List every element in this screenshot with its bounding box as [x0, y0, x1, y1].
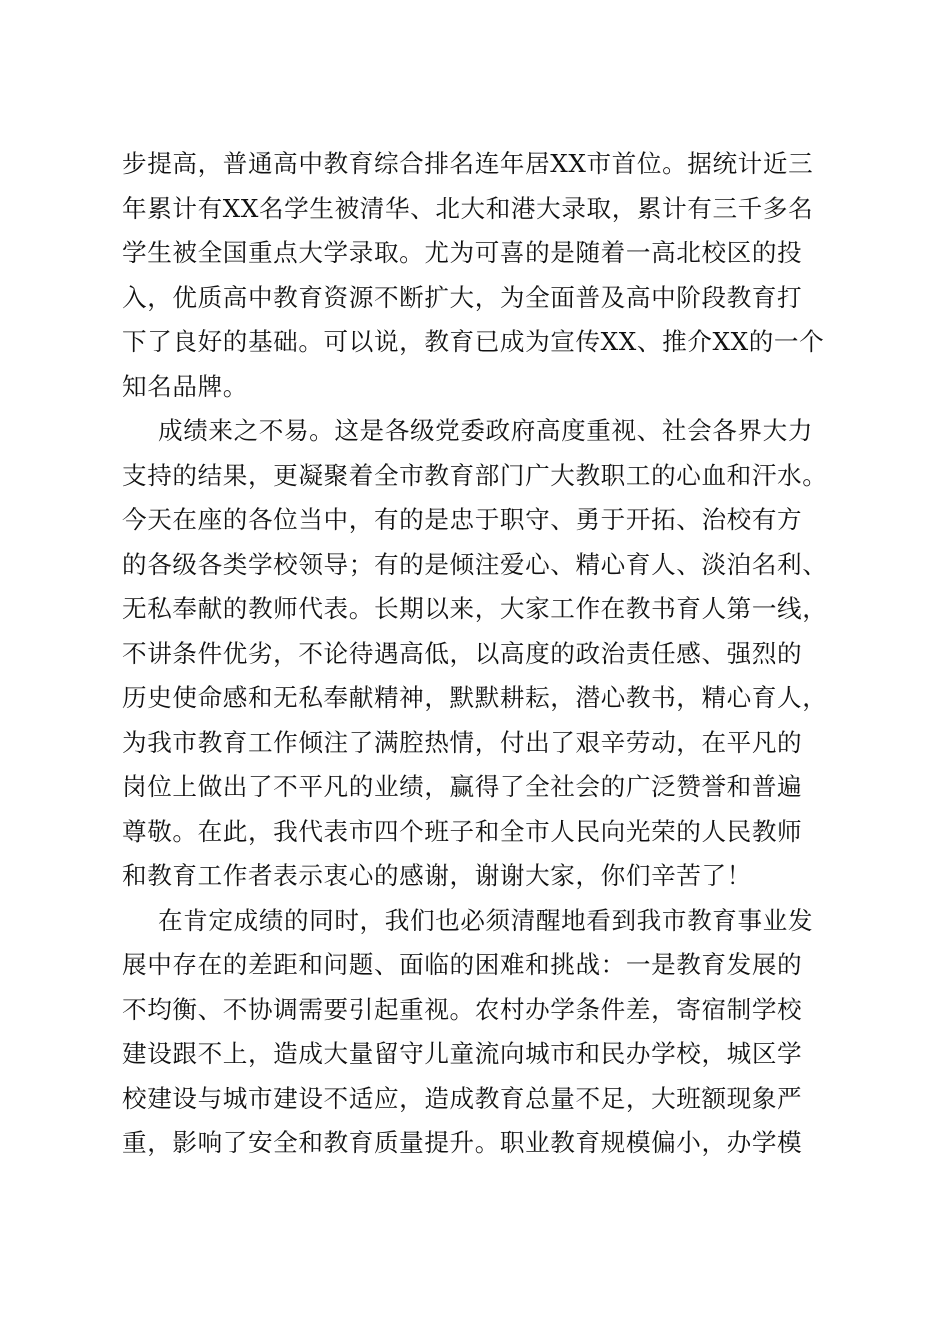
- text-line: 支持的结果，更凝聚着全市教育部门广大教职工的心血和汗水。: [122, 460, 828, 490]
- text-line: 知名品牌。: [122, 371, 248, 401]
- text-line: 年累计有XX名学生被清华、北大和港大录取，累计有三千多名: [122, 193, 814, 223]
- text-line: 为我市教育工作倾注了满腔热情，付出了艰辛劳动，在平凡的: [122, 727, 803, 757]
- text-line: 历史使命感和无私奉献精神，默默耕耘，潜心教书，精心育人，: [122, 683, 828, 712]
- text-line: 校建设与城市建设不适应，造成教育总量不足，大班额现象严: [122, 1083, 803, 1113]
- text-line: 的各级各类学校领导；有的是倾注爱心、精心育人、淡泊名利、: [122, 549, 828, 579]
- paragraph-first-line: 在肯定成绩的同时，我们也必须清醒地看到我市教育事业发: [158, 905, 814, 935]
- text-line: 不均衡、不协调需要引起重视。农村办学条件差，寄宿制学校: [122, 994, 803, 1024]
- text-line: 岗位上做出了不平凡的业绩，赢得了全社会的广泛赞誉和普遍: [122, 772, 803, 801]
- text-line: 建设跟不上，造成大量留守儿童流向城市和民办学校，城区学: [122, 1039, 803, 1068]
- text-line: 入，优质高中教育资源不断扩大，为全面普及高中阶段教育打: [122, 282, 803, 312]
- text-line: 和教育工作者表示衷心的感谢，谢谢大家，你们辛苦了！: [122, 861, 752, 890]
- text-line: 不讲条件优劣，不论待遇高低，以高度的政治责任感、强烈的: [122, 638, 803, 668]
- text-line: 下了良好的基础。可以说，教育已成为宣传XX、推介XX的一个: [122, 327, 825, 356]
- text-line: 步提高，普通高中教育综合排名连年居XX市首位。据统计近三: [122, 149, 814, 178]
- paragraph-first-line: 成绩来之不易。这是各级党委政府高度重视、社会各界大力: [158, 416, 814, 445]
- text-line: 重，影响了安全和教育质量提升。职业教育规模偏小，办学模: [122, 1128, 803, 1157]
- body-text: [122, 142, 842, 1166]
- text-line: 尊敬。在此，我代表市四个班子和全市人民向光荣的人民教师: [122, 816, 803, 846]
- text-line: 今天在座的各位当中，有的是忠于职守、勇于开拓、治校有方: [122, 505, 803, 534]
- text-line: 展中存在的差距和问题、面临的困难和挑战：一是教育发展的: [122, 950, 803, 979]
- text-line: 学生被全国重点大学录取。尤为可喜的是随着一高北校区的投: [122, 238, 803, 267]
- text-line: 无私奉献的教师代表。长期以来，大家工作在教书育人第一线，: [122, 594, 828, 623]
